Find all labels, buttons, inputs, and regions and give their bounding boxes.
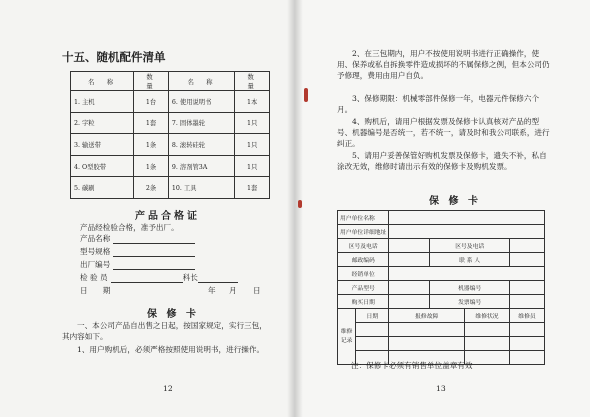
table-header: 数 量: [134, 72, 169, 91]
warranty-card-title: 保 修 卡: [429, 196, 481, 207]
user-address-value: [389, 225, 545, 239]
repair-header: 维修状况: [465, 309, 510, 323]
field-label: 日 期: [80, 286, 111, 295]
table-header-row: [71, 72, 270, 91]
page-number: 12: [163, 384, 173, 393]
user-address-label: 用户单位详细地址: [338, 225, 389, 239]
zip-label: 邮政编码: [338, 253, 389, 267]
table-row: [338, 239, 545, 253]
binding-thread: [298, 200, 302, 208]
model-spec-field: [80, 246, 195, 257]
table-cell: 9. 溶剂管3A: [168, 155, 234, 177]
warranty-title: 保 修 卡: [147, 309, 199, 320]
table-cell: 10. 工具: [168, 177, 234, 199]
page-number: 13: [436, 384, 446, 393]
table-cell: 1套: [235, 177, 270, 199]
table-row: [338, 309, 545, 323]
model-value: [389, 281, 430, 295]
table-row: [338, 225, 545, 239]
warranty-paragraph: 一、本公司产品自出售之日起，按国家规定，实行三包，其内容如下。: [62, 321, 267, 341]
machine-no-label: 机器编号: [430, 281, 510, 295]
table-row: [338, 323, 545, 337]
table-cell: 2条: [134, 177, 169, 199]
section-chief-label: 科长: [182, 273, 198, 282]
table-row: [338, 337, 545, 351]
table-cell: 1只: [235, 134, 270, 156]
parts-table: [70, 71, 270, 199]
table-header: 名 称: [168, 72, 234, 91]
phone-label-2: 区号及电话: [430, 239, 510, 253]
phone-label: 区号及电话: [338, 239, 389, 253]
table-header: 名 称: [71, 72, 134, 91]
table-row: [71, 134, 270, 156]
product-name-field: [80, 233, 195, 244]
table-cell: 1台: [134, 91, 169, 113]
dealer-label: 经销单位: [338, 267, 389, 281]
warranty-paragraph: 1、用户购机后，必须严格按照使用说明书，进行操作。: [77, 345, 265, 354]
table-header: 数 量: [235, 72, 270, 91]
table-row: [71, 91, 270, 113]
table-cell: 5. 碳刷: [71, 177, 134, 199]
invoice-no-label: 发票编号: [430, 295, 510, 309]
table-row: [71, 112, 270, 134]
table-cell: 3. 输送带: [71, 134, 134, 156]
table-cell: 1条: [134, 155, 169, 177]
table-cell: 6. 使用说明书: [168, 91, 234, 113]
table-cell: 8. 滚转硅轮: [168, 134, 234, 156]
body-paragraph: 5、请用户妥善保管好购机发票及保修卡，遗失不补，私自涂改无效，维修时请出示有效的保修卡及购机发票。: [337, 151, 547, 171]
table-cell: 2. 字粒: [71, 112, 134, 134]
zip-value: [389, 253, 430, 267]
serial-number-field: [80, 259, 195, 270]
phone-value-2: [510, 239, 545, 253]
table-cell: 1套: [134, 112, 169, 134]
invoice-no-value: [510, 295, 545, 309]
table-row: [338, 281, 545, 295]
date-day: 日: [253, 286, 261, 295]
table-row: [338, 267, 545, 281]
date-year: 年: [208, 286, 216, 295]
machine-no-value: [510, 281, 545, 295]
warranty-card-table: [337, 210, 545, 365]
contact-label: 联 系 人: [430, 253, 510, 267]
table-cell: 1只: [235, 112, 270, 134]
user-unit-label: 用户单位名称: [338, 211, 389, 225]
table-cell: 7. 固体墨轮: [168, 112, 234, 134]
field-label: 产品名称: [80, 234, 111, 243]
certificate-statement: 产品经检验合格，准予出厂。: [80, 223, 179, 232]
body-paragraph: 4、购机后，请用户根据发票及保修卡认真核对产品的型号、机器编号是否统一，若不统一，请及时和我公司联系，进行纠正。: [337, 117, 550, 148]
body-paragraph: 3、保修期限：机械零部件保修一年，电器元件保修六个月。: [337, 94, 540, 114]
repair-header: 维修员: [510, 309, 545, 323]
field-label: 检 验 员: [80, 273, 108, 282]
right-page: [295, 0, 590, 417]
model-label: 产品型号: [338, 281, 389, 295]
field-label: 出厂编号: [80, 260, 111, 269]
binding-thread: [304, 88, 308, 102]
purchase-date-value: [389, 295, 430, 309]
table-row: [71, 155, 270, 177]
table-cell: 1本: [235, 91, 270, 113]
book-gutter: [287, 0, 303, 417]
contact-value: [510, 253, 545, 267]
phone-value: [389, 239, 430, 253]
table-row: [338, 211, 545, 225]
repair-header: 报修故障: [389, 309, 465, 323]
user-unit-value: [389, 211, 545, 225]
body-paragraph: 2、在三包期内，用户不按使用说明书进行正确操作，使用、保养或私自拆换零件造成损坏的不属保修之例，但本公司仍予修理，费用由用户自负。: [337, 49, 550, 80]
repair-record-label: 维修记录: [338, 309, 356, 365]
warranty-note: 注：保修卡必须有销售单位盖章有效: [351, 361, 473, 370]
field-label: 型号规格: [80, 247, 111, 256]
table-cell: 1. 主机: [71, 91, 134, 113]
table-row: [338, 295, 545, 309]
table-cell: 1只: [235, 155, 270, 177]
repair-header: 日期: [356, 309, 389, 323]
date-month: 月: [229, 286, 237, 295]
dealer-value: [389, 267, 545, 281]
section-title: 十五、随机配件清单: [62, 50, 166, 64]
table-row: [338, 253, 545, 267]
date-field: [80, 285, 110, 296]
table-row: [71, 177, 270, 199]
inspector-field: [80, 272, 238, 283]
certificate-title: 产品合格证: [135, 211, 200, 222]
purchase-date-label: 购买日期: [338, 295, 389, 309]
table-cell: 4. O型胶带: [71, 155, 134, 177]
table-cell: 1条: [134, 134, 169, 156]
